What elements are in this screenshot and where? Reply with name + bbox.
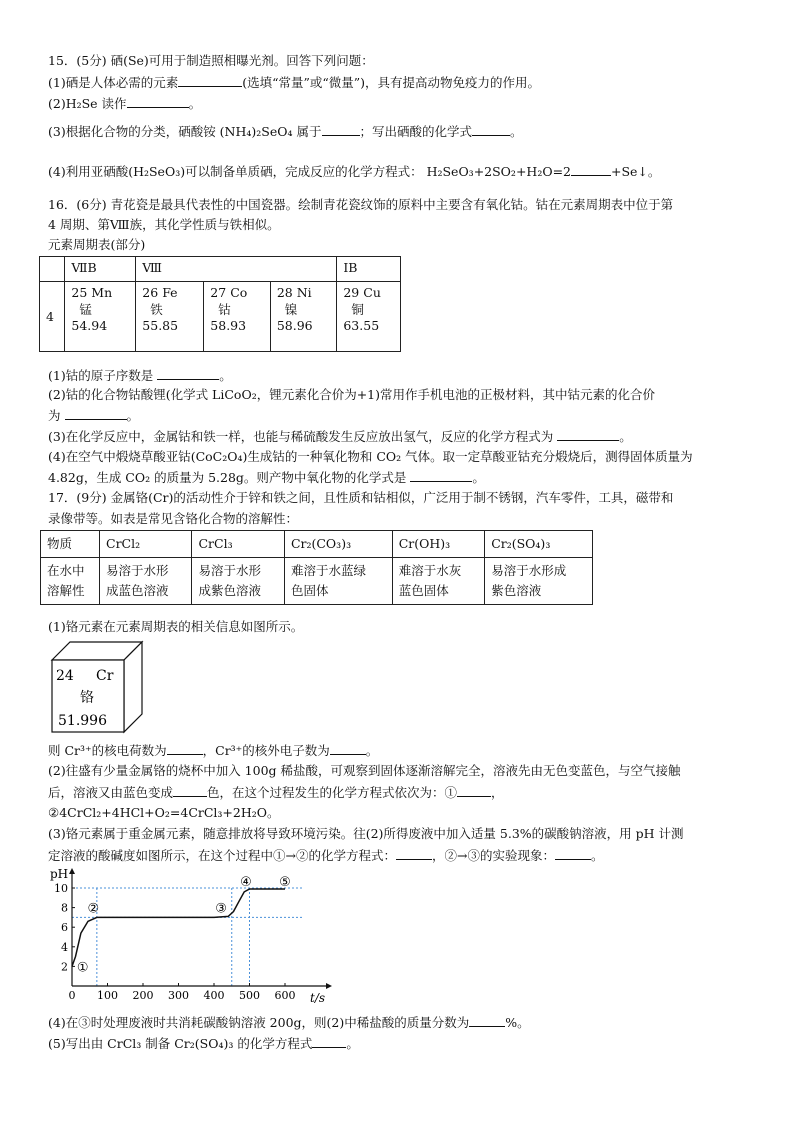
table-cell: 难溶于水蓝绿 色固体 xyxy=(284,558,392,605)
answer-blank[interactable] xyxy=(571,162,611,176)
q17-stem-1: 17．(9分) 金属铬(Cr)的活动性介于锌和铁之间，且性质和钴相似，广泛用于制不锈钢，汽车零件，工具，磁带和 xyxy=(48,490,674,505)
guide-lines xyxy=(72,888,303,986)
y-tick-label: 2 xyxy=(61,960,68,974)
table-cell: 易溶于水形 成紫色溶液 xyxy=(192,558,284,605)
column-header: Cr(OH)₃ xyxy=(392,531,484,558)
q16-part1: (1)钴的原子序数是 。 xyxy=(48,368,232,383)
chromium-element-card xyxy=(50,640,146,734)
x-axis-arrow xyxy=(326,983,332,989)
point-label: ③ xyxy=(215,901,227,917)
row-label: 在水中 溶解性 xyxy=(41,558,100,605)
answer-blank[interactable] xyxy=(178,73,242,87)
q16-part4a: (4)在空气中煅烧草酸亚钴(CoC₂O₄)生成钴的一种氧化物和 CO₂ 气体。取一定草酸亚钴充分煅烧后，测得固体质量为 xyxy=(48,449,693,464)
x-tick-label: 200 xyxy=(132,989,154,1002)
q17-part3a: (3)铬元素属于重金属元素，随意排放将导致环境污染。往(2)所得废液中加入适量 5.3%的碳酸钠溶液，用 pH 计测 xyxy=(48,826,684,841)
x-tick-label: 500 xyxy=(239,989,260,1002)
q15-stem: 15．(5分) 硒(Se)可用于制造照相曝光剂。回答下列问题： xyxy=(48,53,374,68)
q17-part2d: ②4CrCl₂+4HCl+O₂=4CrCl₃+2H₂O。 xyxy=(48,805,280,820)
q17-part3b: 定溶液的酸碱度如图所示，在这个过程中①→②的化学方程式： ，②→③的实验现象： 。 xyxy=(48,848,604,863)
q16-part2b: 为 。 xyxy=(48,408,140,423)
answer-blank[interactable] xyxy=(65,406,127,420)
answer-blank[interactable] xyxy=(312,1034,346,1048)
element-cell: 28 Ni 镍 58.96 xyxy=(270,282,337,352)
q15-part3: (3)根据化合物的分类，硒酸铵 (NH₄)₂SeO₄ 属于 ；写出硒酸的化学式 。 xyxy=(48,124,523,139)
answer-blank[interactable] xyxy=(469,1013,505,1027)
periodic-table-partial xyxy=(39,256,401,352)
q16-part3: (3)在化学反应中，金属钴和铁一样，也能与稀硫酸发生反应放出氢气，反应的化学方程式为 。 xyxy=(48,429,632,444)
table-cell: 难溶于水灰 蓝色固体 xyxy=(392,558,484,605)
answer-blank[interactable] xyxy=(457,783,491,797)
q15-part2: (2)H₂Se 读作 。 xyxy=(48,96,202,111)
q17-part2a: (2)往盛有少量金属铬的烧杯中加入 100g 稀盐酸，可观察到固体逐渐溶解完全，溶液先由无色变蓝色，与空气接触 xyxy=(48,763,681,778)
cube-symbol: Cr xyxy=(96,668,114,684)
table-corner xyxy=(40,257,65,282)
element-cell: 27 Co 钴 58.93 xyxy=(204,282,271,352)
table-cell: 易溶于水形成 紫色溶液 xyxy=(485,558,593,605)
point-label: ⑤ xyxy=(279,875,291,891)
cube-atomic-mass: 51.996 xyxy=(58,713,107,729)
q15-part1: (1)硒是人体必需的元素 (选填“常量”或“微量”)，具有提高动物免疫力的作用。 xyxy=(48,75,541,90)
element-cell: 29 Cu 铜 63.55 xyxy=(337,282,401,352)
element-cell: 26 Fe 铁 55.85 xyxy=(136,282,204,352)
column-header: Cr₂(SO₄)₃ xyxy=(485,531,593,558)
x-axis-label: t/s xyxy=(310,991,326,1005)
period-label: 4 xyxy=(40,282,65,352)
q17-part5: (5)写出由 CrCl₃ 制备 Cr₂(SO₄)₃ 的化学方程式 。 xyxy=(48,1036,359,1051)
answer-blank[interactable] xyxy=(127,94,189,108)
y-tick-label: 10 xyxy=(54,882,68,895)
x-tick-label: 400 xyxy=(203,989,225,1002)
table-cell: 易溶于水形 成蓝色溶液 xyxy=(100,558,192,605)
answer-blank[interactable] xyxy=(557,427,619,441)
q17-part2b: 后，溶液又由蓝色变成 色，在这个过程发生的化学方程式依次为：① ， xyxy=(48,785,504,800)
y-tick-label: 8 xyxy=(61,901,68,915)
q17-part1: (1)铬元素在元素周期表的相关信息如图所示。 xyxy=(48,619,304,634)
y-axis-arrow xyxy=(69,868,75,874)
column-header: 物质 xyxy=(41,531,100,558)
cube-atomic-number: 24 xyxy=(56,668,74,684)
point-label: ④ xyxy=(240,875,252,891)
answer-blank[interactable] xyxy=(410,468,472,482)
ph-curve xyxy=(72,889,285,966)
answer-blank[interactable] xyxy=(330,741,366,755)
ph-time-chart xyxy=(36,866,336,1006)
q16-part4b: 4.82g，生成 CO₂ 的质量为 5.28g。则产物中氧化物的化学式是 。 xyxy=(48,470,485,485)
answer-blank[interactable] xyxy=(167,741,203,755)
column-header: CrCl₂ xyxy=(100,531,192,558)
element-cell: 25 Mn 锰 54.94 xyxy=(65,282,136,352)
point-label: ② xyxy=(87,901,100,917)
solubility-table xyxy=(40,530,593,605)
x-tick-label: 300 xyxy=(168,989,189,1002)
q17-part4: (4)在③时处理废液时共消耗碳酸钠溶液 200g，则(2)中稀盐酸的质量分数为 %。 xyxy=(48,1015,530,1030)
answer-blank[interactable] xyxy=(396,846,432,860)
x-tick-label: 100 xyxy=(97,989,118,1002)
q16-stem-1: 16．(6分) 青花瓷是最具代表性的中国瓷器。绘制青花瓷纹饰的原料中主要含有氧化钴。钴在元素周期表中位于第 xyxy=(48,197,674,212)
x-tick-label: 600 xyxy=(274,989,296,1002)
q17-part1-question: 则 Cr³⁺的核电荷数为 ，Cr³⁺的核外电子数为 。 xyxy=(48,743,379,758)
answer-blank[interactable] xyxy=(555,846,591,860)
group-header: ⅠB xyxy=(337,257,401,282)
y-tick-label: 6 xyxy=(61,921,68,935)
point-label: ① xyxy=(76,960,89,976)
answer-blank[interactable] xyxy=(322,122,360,136)
q16-part2a: (2)钴的化合物钴酸锂(化学式 LiCoO₂，锂元素化合价为+1)常用作手机电池的正极材料，其中钴元素的化合价 xyxy=(48,387,656,402)
x-tick-label: 0 xyxy=(68,989,76,1002)
column-header: CrCl₃ xyxy=(192,531,284,558)
answer-blank[interactable] xyxy=(173,783,207,797)
q16-table-title: 元素周期表(部分) xyxy=(48,237,146,252)
answer-blank[interactable] xyxy=(157,366,219,380)
answer-blank[interactable] xyxy=(472,122,510,136)
cube-element-name: 铬 xyxy=(80,690,94,706)
group-header: Ⅷ xyxy=(136,257,337,282)
y-tick-label: 4 xyxy=(61,940,68,954)
q16-stem-2: 4 周期、第Ⅷ族，其化学性质与铁相似。 xyxy=(48,217,280,232)
y-axis-label: pH xyxy=(50,867,69,881)
q17-stem-2: 录像带等。如表是常见含铬化合物的溶解性： xyxy=(48,511,299,526)
column-header: Cr₂(CO₃)₃ xyxy=(284,531,392,558)
group-header: ⅦB xyxy=(65,257,136,282)
q15-part4: (4)利用亚硒酸(H₂SeO₃)可以制备单质硒，完成反应的化学方程式： H₂SeO₃+2SO₂+H₂O=2 +Se↓。 xyxy=(48,164,661,179)
